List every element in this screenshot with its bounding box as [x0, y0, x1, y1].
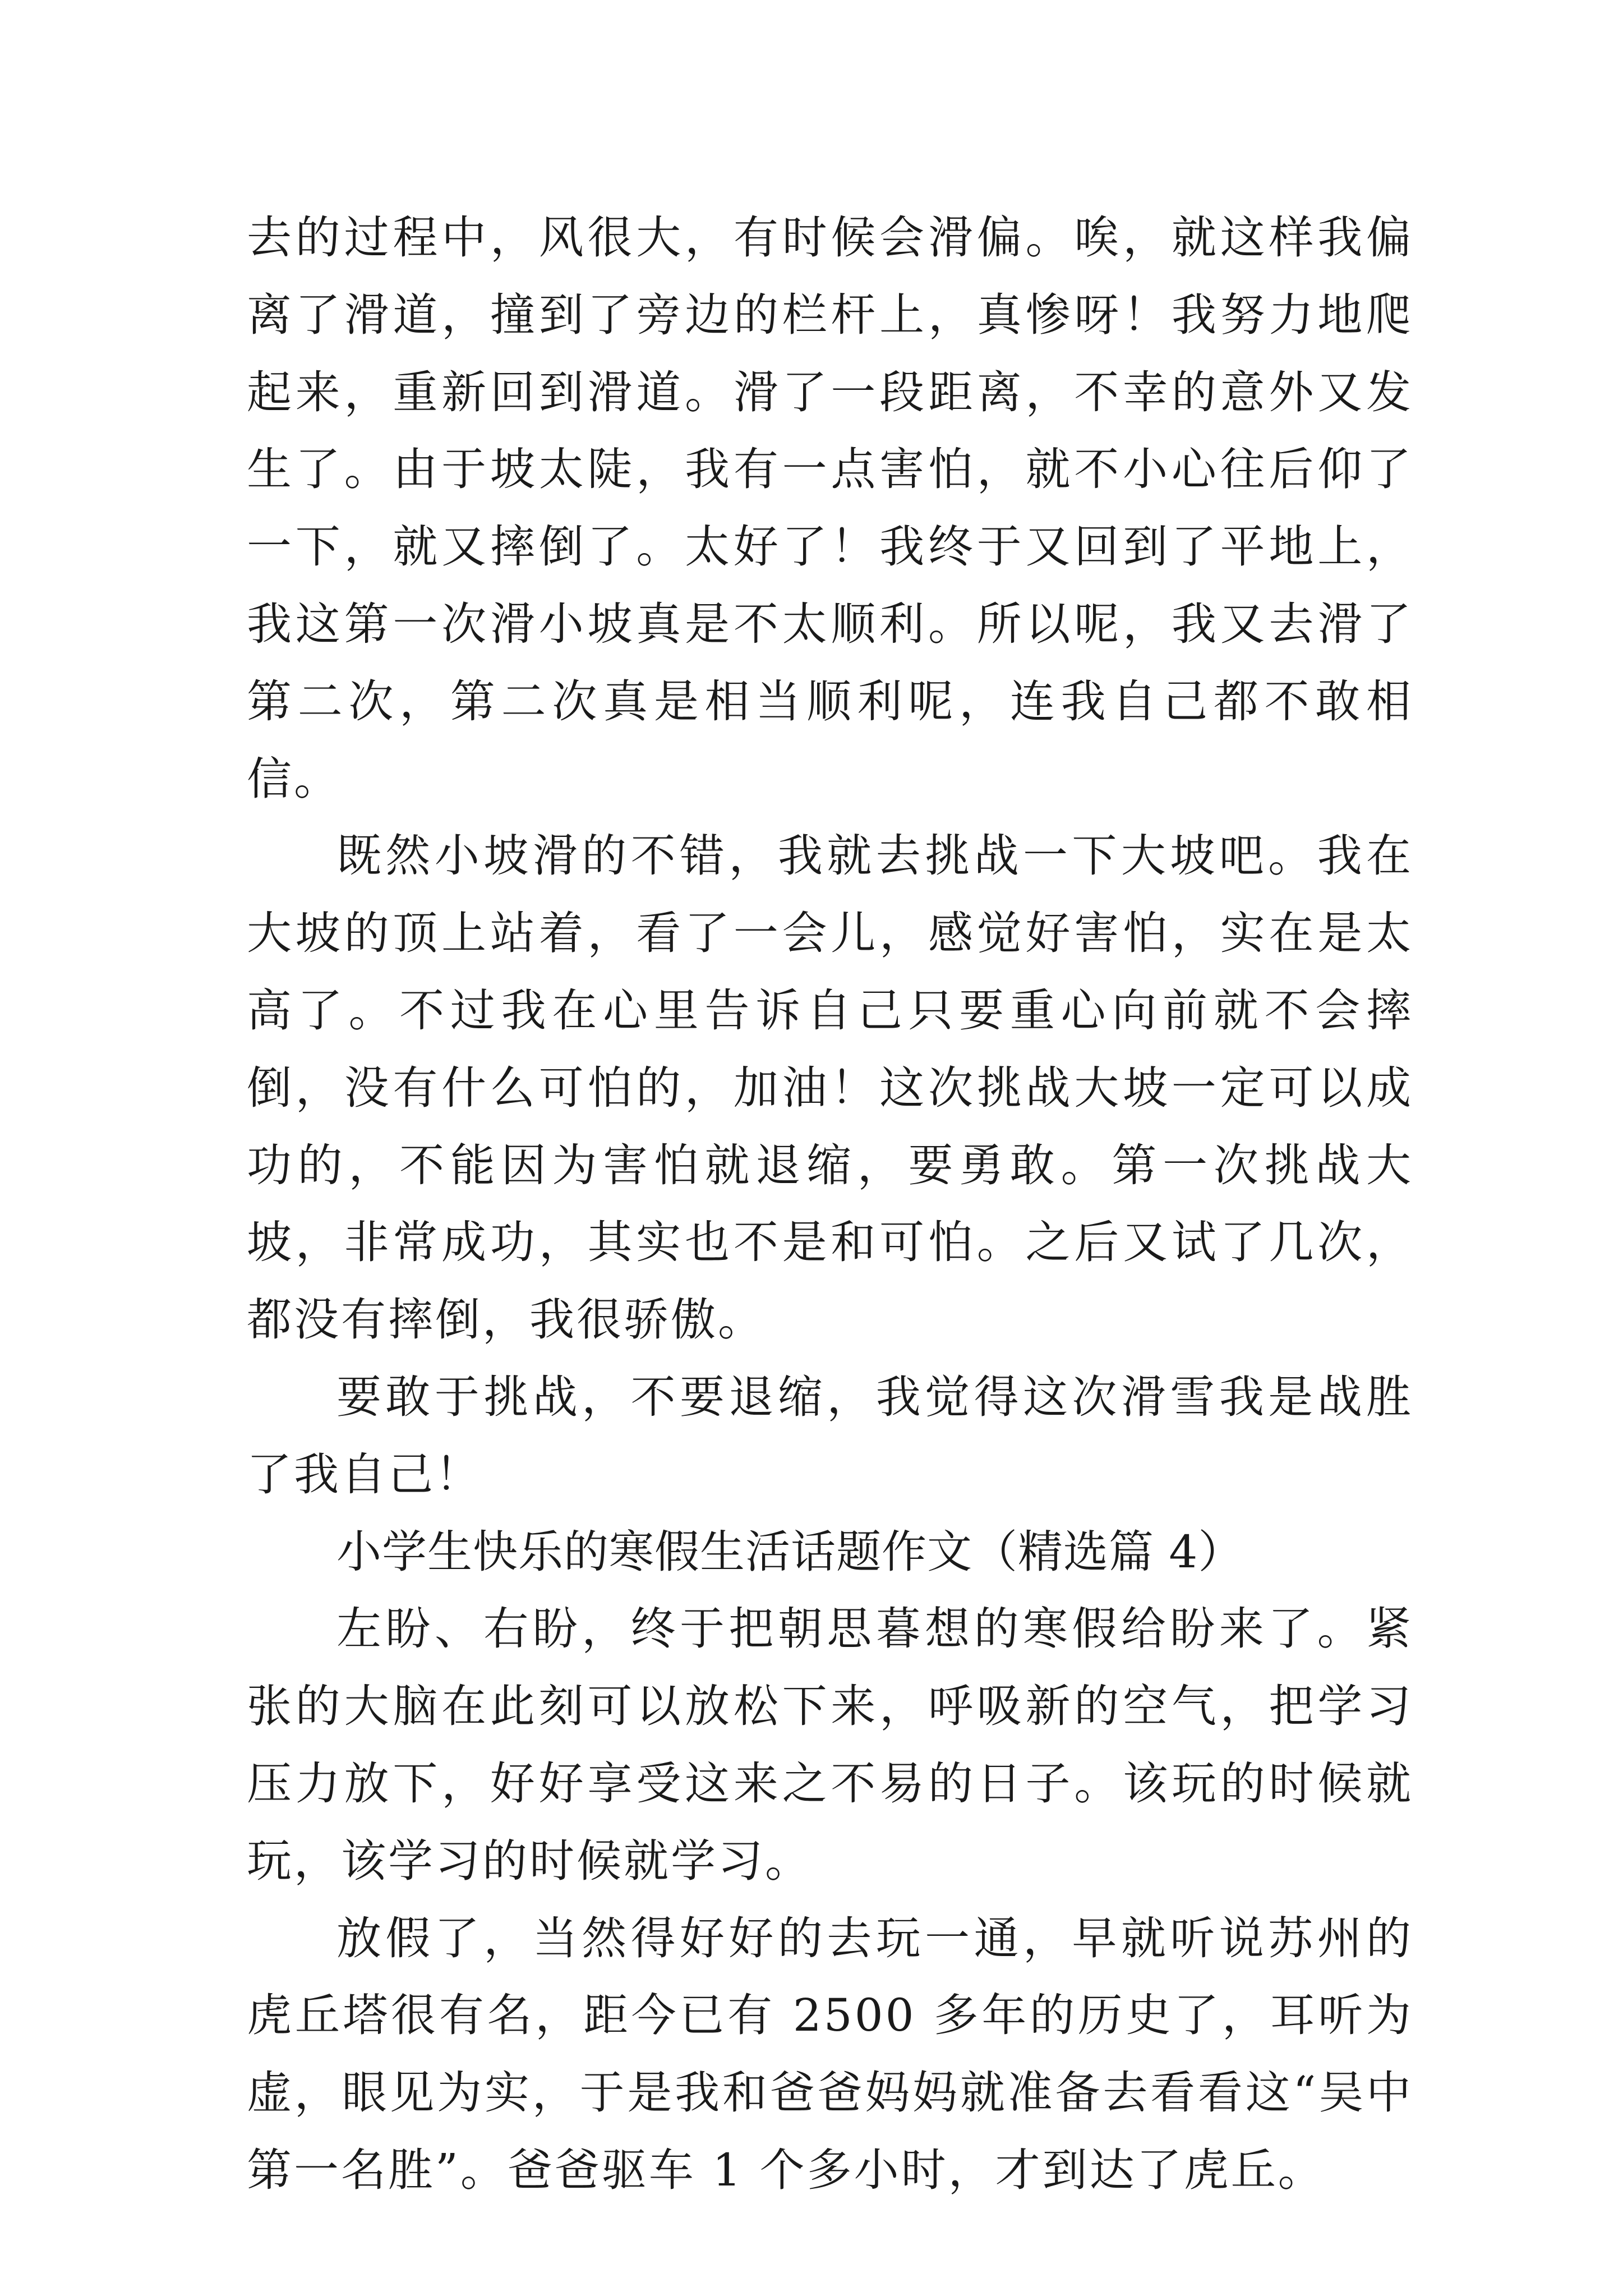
- paragraph-5: 左盼、右盼，终于把朝思暮想的寒假给盼来了。紧张的大脑在此刻可以放松下来，呼吸新的空气，把学习压力放下，好好享受这来之不易的日子。该玩的时候就玩，该学习的时候就学习。: [247, 1603, 1413, 1887]
- section-heading: 小学生快乐的寒假生活话题作文（精选篇 4）: [336, 1525, 1244, 1578]
- document-body: [247, 199, 1413, 2209]
- paragraph-2: 既然小坡滑的不错，我就去挑战一下大坡吧。我在大坡的顶上站着，看了一会儿，感觉好害怕，实在是太高了。不过我在心里告诉自己只要重心向前就不会摔倒，没有什么可怕的，加油！这次挑战大坡一定可以成功的，不能因为害怕就退缩，要勇敢。第一次挑战大坡，非常成功，其实也不是和可怕。之后又试了几次，都没有摔倒，我很骄傲。: [247, 830, 1413, 1346]
- paragraph-6: 放假了，当然得好好的去玩一通，早就听说苏州的虎丘塔很有名，距今已有 2500 多年的历史了，耳听为虚，眼见为实，于是我和爸爸妈妈就准备去看看这“吴中第一名胜”。爸爸驱车 1 个多小时，才到达了虎丘。: [247, 1912, 1413, 2196]
- paragraph-3: 要敢于挑战，不要退缩，我觉得这次滑雪我是战胜了我自己！: [247, 1370, 1413, 1501]
- paragraph-1: 去的过程中，风很大，有时候会滑偏。唉，就这样我偏离了滑道，撞到了旁边的栏杆上，真惨呀！我努力地爬起来，重新回到滑道。滑了一段距离，不幸的意外又发生了。由于坡太陡，我有一点害怕，就不小心往后仰了一下，就又摔倒了。太好了！我终于又回到了平地上，我这第一次滑小坡真是不太顺利。所以呢，我又去滑了第二次，第二次真是相当顺利呢，连我自己都不敢相信。: [247, 211, 1413, 805]
